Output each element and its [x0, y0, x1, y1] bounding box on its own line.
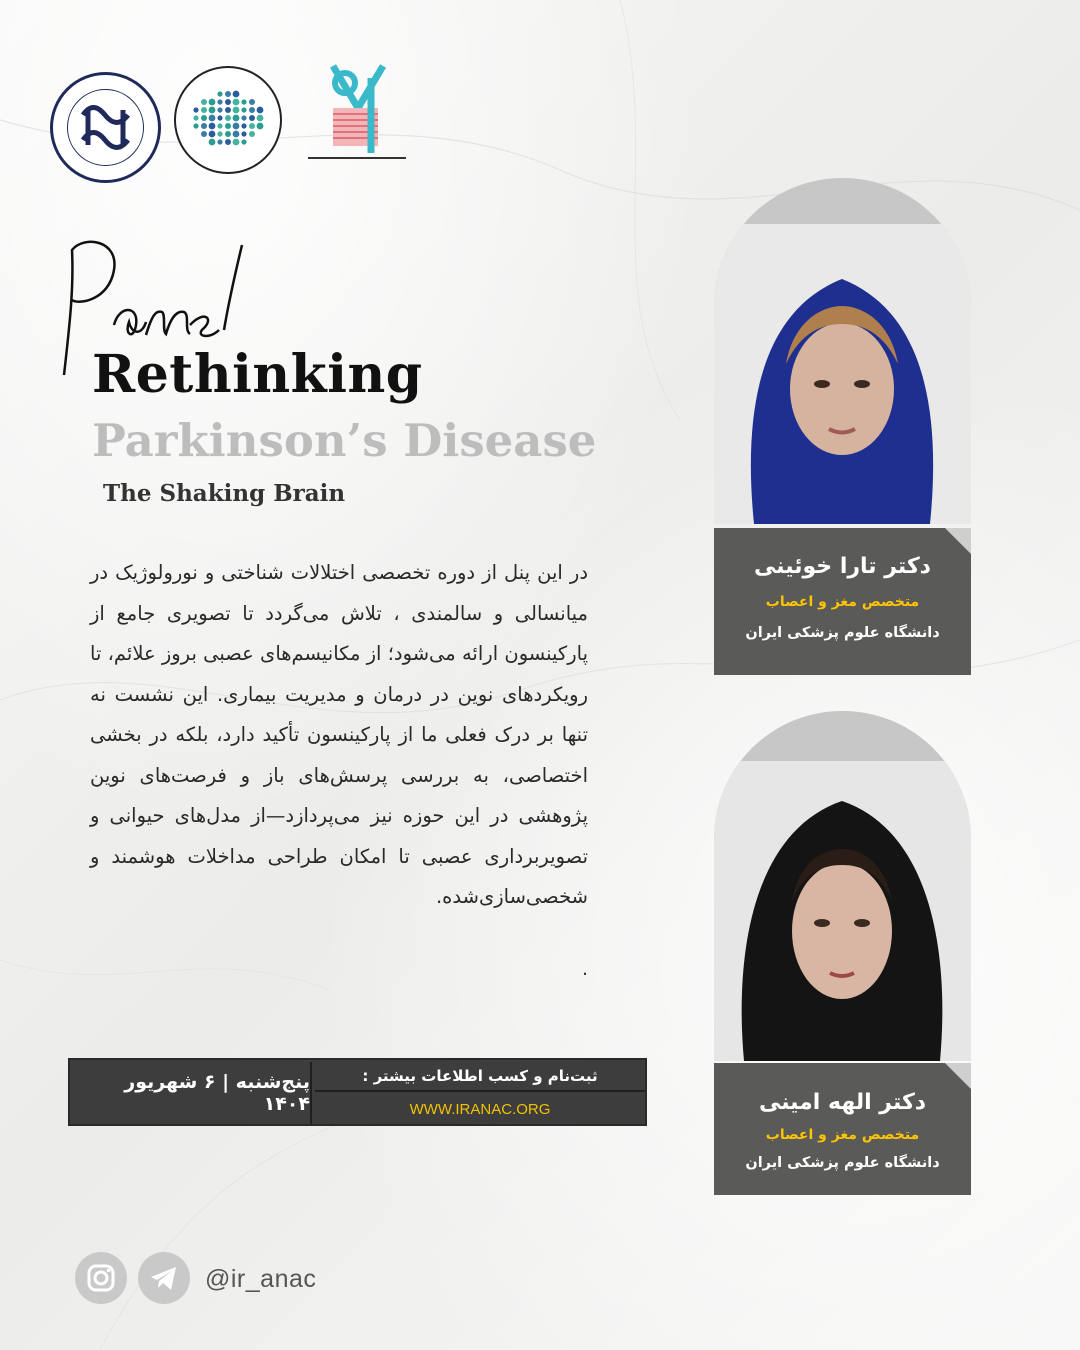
speaker-info-plate [714, 528, 971, 675]
title-rethinking: Rethinking [92, 344, 423, 405]
speaker-info-plate [714, 1063, 971, 1195]
website-link[interactable]: WWW.IRANAC.ORG [409, 1100, 551, 1118]
society-logo [172, 64, 284, 176]
speaker-photo-frame [714, 178, 971, 524]
speaker-photo-frame [714, 711, 971, 1061]
speaker-photo [714, 224, 971, 524]
speaker-card-2 [714, 711, 971, 1195]
plate-corner-fold [945, 528, 971, 554]
speaker-photo [714, 761, 971, 1061]
speaker-university: دانشگاه علوم پزشکی ایران [745, 1155, 940, 1171]
panel-description: در این پنل از دوره تخصصی اختلالات شناختی و نورولوژیک در میانسالی و سالمندی ، تلاش می‌گردد تا تصویری جامع از پارکینسون ارائه می‌شود؛ از مکانیسم‌های عصبی بروز علائم، تا رویکردهای نوین در درمان و مدیریت بیماری. این نشست نه تنها بر درک فعلی ما از پارکینسون تأکید دارد، بلکه در بخشی اختصاصی، به بررسی پرسش‌های باز و فرصت‌های نوین پژوهشی در این حوزه نیز می‌پردازد—از مدل‌های حیوانی و تصویربرداری عصبی تا امکان طراحی مداخلات هوشمند و شخصی‌سازی‌شده. [90, 561, 588, 908]
event-info-box [68, 1058, 647, 1126]
speaker-name: دکتر تارا خوئینی [754, 554, 931, 579]
academy-logo [48, 70, 163, 185]
speaker-card-1 [714, 178, 971, 675]
university-logo [298, 58, 408, 168]
speaker-name: دکتر الهه امینی [758, 1090, 927, 1115]
speaker-university: دانشگاه علوم پزشکی ایران [745, 625, 940, 641]
telegram-icon[interactable] [138, 1252, 190, 1304]
description-dot: . [582, 958, 589, 980]
title-parkinsons-disease: Parkinson’s Disease [92, 414, 597, 467]
speaker-specialty: متخصص مغز و اعصاب [765, 594, 920, 610]
social-handle[interactable]: @ir_anac [205, 1265, 317, 1293]
logo-row [48, 50, 418, 170]
event-date: پنج‌شنبه | ۶ شهریور ۱۴۰۴ [72, 1062, 312, 1124]
register-label: ثبت‌نام و کسب اطلاعات بیشتر : [315, 1062, 645, 1092]
instagram-icon[interactable] [75, 1252, 127, 1304]
subtitle-shaking-brain: The Shaking Brain [103, 480, 346, 507]
plate-corner-fold [945, 1063, 971, 1089]
speaker-specialty: متخصص مغز و اعصاب [765, 1127, 920, 1143]
